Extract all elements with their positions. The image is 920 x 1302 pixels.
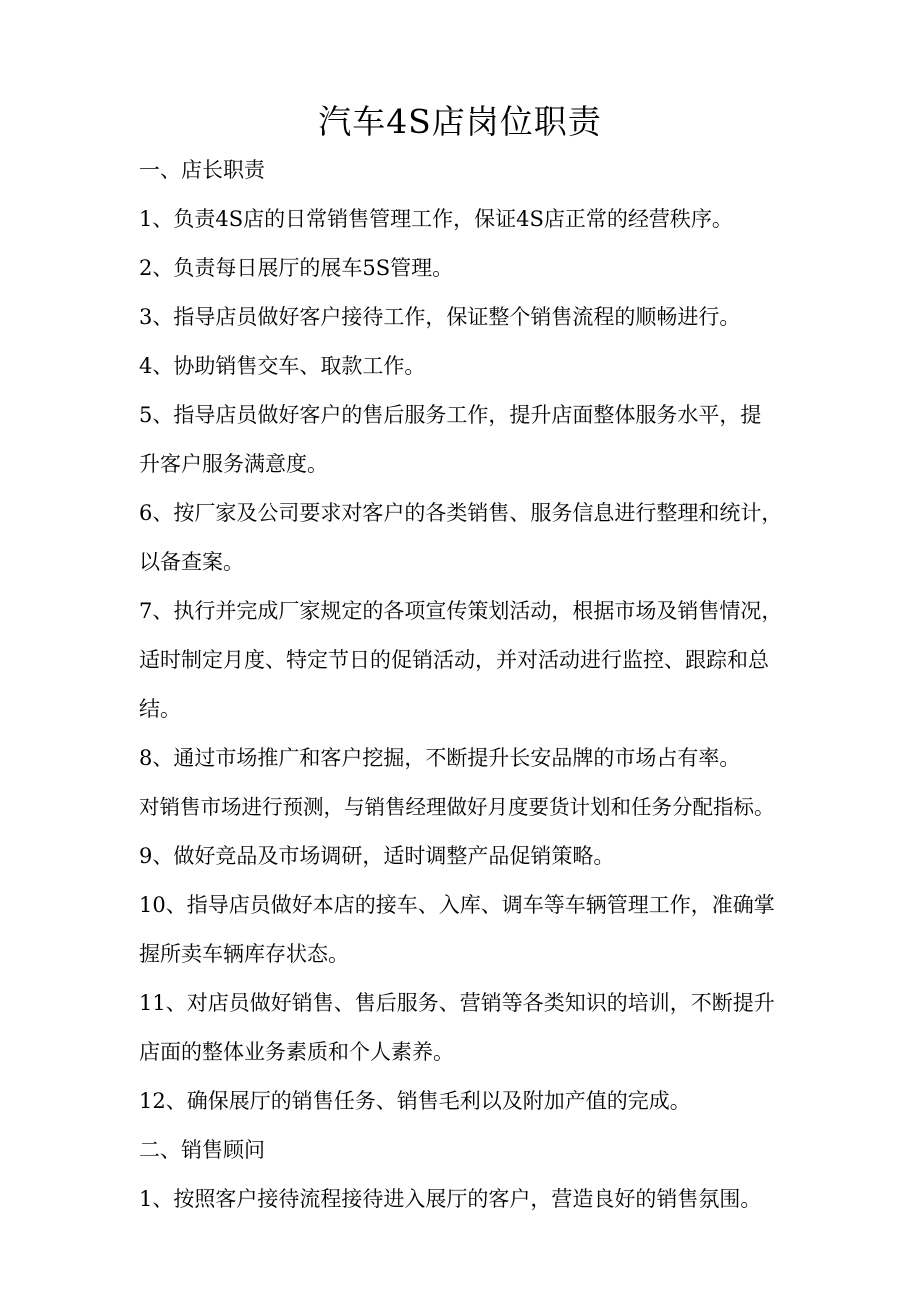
text-line: 对销售市场进行预测，与销售经理做好月度要货计划和任务分配指标。 <box>139 795 775 819</box>
text-line: 8、通过市场推广和客户挖掘，不断提升长安品牌的市场占有率。 <box>139 746 741 770</box>
text-line: 7、执行并完成厂家规定的各项宣传策划活动，根据市场及销售情况， <box>139 599 783 623</box>
text-line: 升客户服务满意度。 <box>139 452 328 476</box>
text-line: 2、负责每日展厅的展车5S管理。 <box>139 256 454 280</box>
text-line: 4、协助销售交车、取款工作。 <box>139 354 426 378</box>
text-line: 结。 <box>139 697 181 721</box>
text-line: 5、指导店员做好客户的售后服务工作，提升店面整体服务水平，提 <box>139 403 762 427</box>
text-line: 1、按照客户接待流程接待进入展厅的客户，营造良好的销售氛围。 <box>139 1187 762 1211</box>
text-line: 3、指导店员做好客户接待工作，保证整个销售流程的顺畅进行。 <box>139 305 741 329</box>
text-line: 握所卖车辆库存状态。 <box>139 942 349 966</box>
text-line: 9、做好竞品及市场调研，适时调整产品促销策略。 <box>139 844 615 868</box>
document-body <box>139 146 789 1224</box>
text-line: 11、对店员做好销售、售后服务、营销等各类知识的培训，不断提升 <box>139 991 775 1015</box>
section-heading-sales-consultant: 二、销售顾问 <box>139 1138 265 1162</box>
text-line: 6、按厂家及公司要求对客户的各类销售、服务信息进行整理和统计， <box>139 501 783 525</box>
text-line: 1、负责4S店的日常销售管理工作，保证4S店正常的经营秩序。 <box>139 207 733 231</box>
document-title: 汽车4S店岗位职责 <box>318 102 602 141</box>
text-line: 10、指导店员做好本店的接车、入库、调车等车辆管理工作，准确掌 <box>139 893 775 917</box>
text-line: 以备查案。 <box>139 550 244 574</box>
text-line: 店面的整体业务素质和个人素养。 <box>139 1040 454 1064</box>
text-line: 适时制定月度、特定节日的促销活动，并对活动进行监控、跟踪和总 <box>139 648 769 672</box>
section-heading-store-manager: 一、店长职责 <box>139 158 265 182</box>
text-line: 12、确保展厅的销售任务、销售毛利以及附加产值的完成。 <box>139 1089 691 1113</box>
